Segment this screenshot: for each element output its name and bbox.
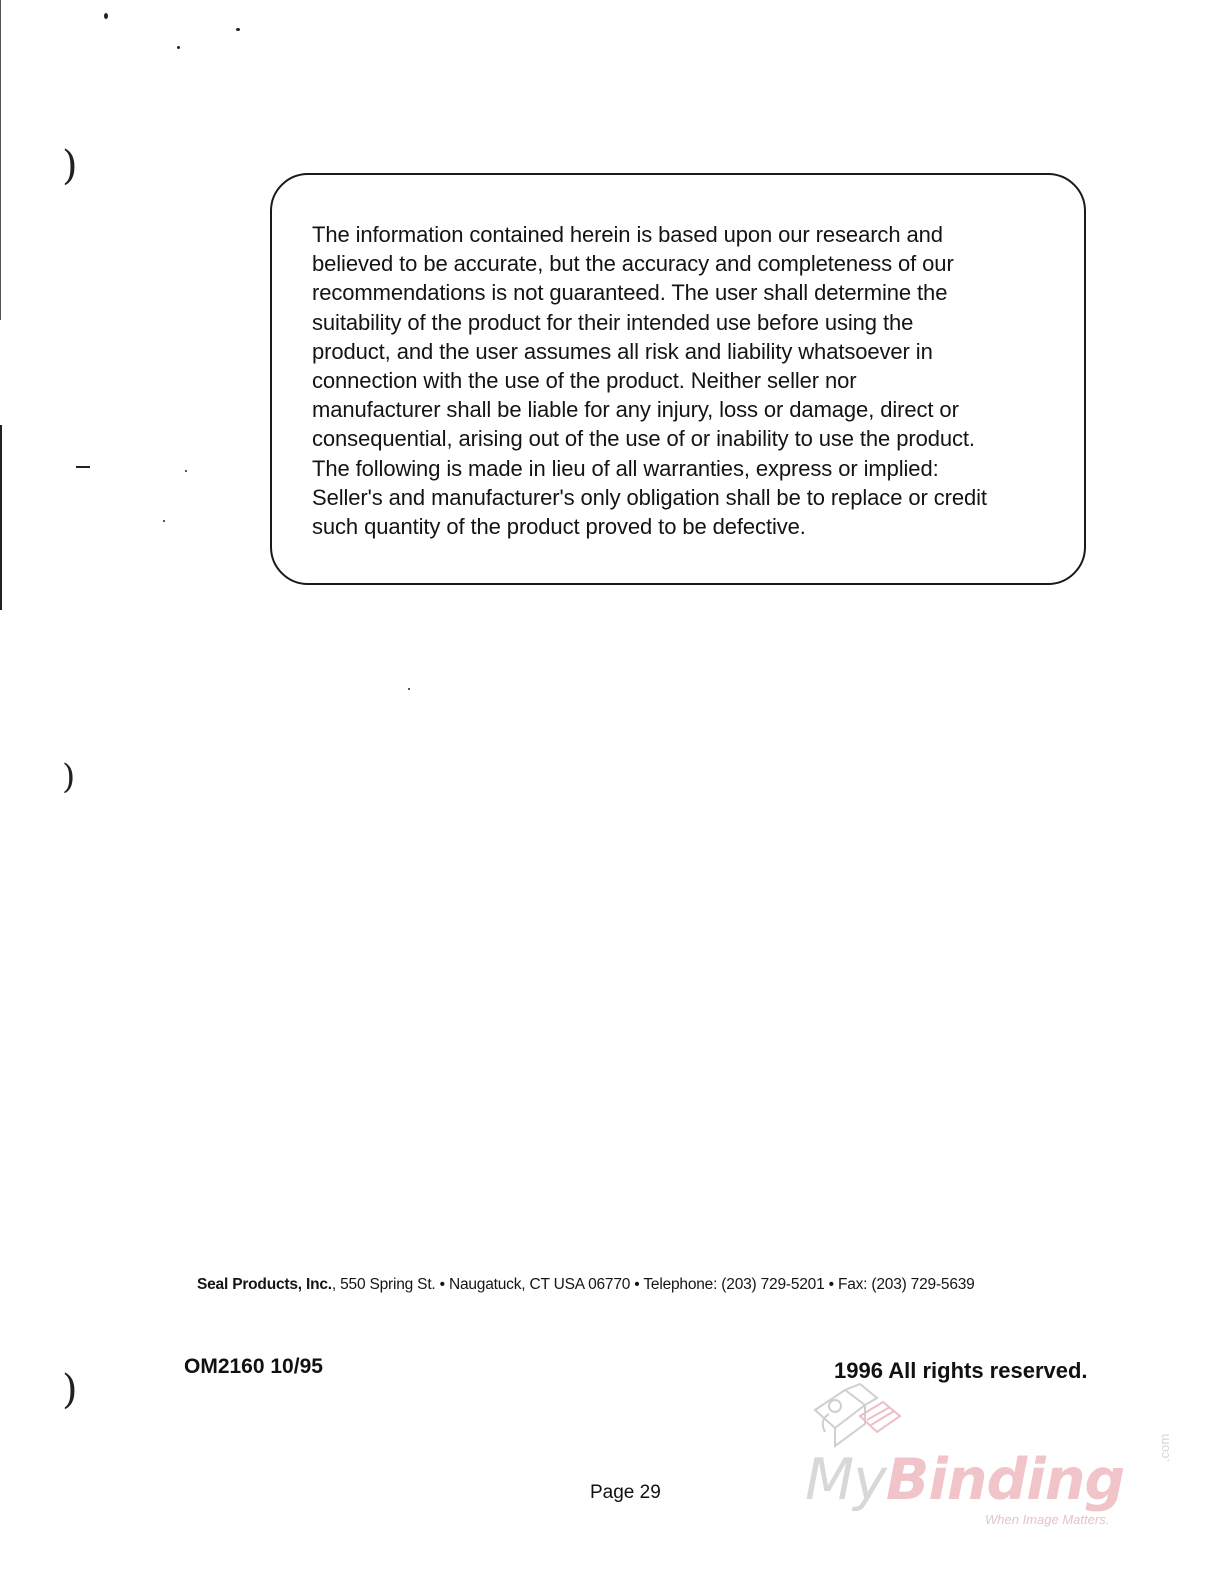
disclaimer-line: The information contained herein is based upon our research and — [312, 222, 943, 247]
binding-hole-mark-1: ) — [62, 143, 78, 189]
watermark-brand-binding: Binding — [885, 1447, 1125, 1513]
watermark-suffix: .com — [1157, 1433, 1172, 1462]
disclaimer-text — [312, 220, 1062, 541]
company-address — [197, 1276, 975, 1294]
watermark-brand — [805, 1447, 1124, 1513]
disclaimer-line: manufacturer shall be liable for any injury, loss or damage, direct or — [312, 397, 959, 423]
address-details: , 550 Spring St. • Naugatuck, CT USA 06770 • Telephone: (203) 729-5201 • Fax: (203) 729-5639 — [331, 1276, 975, 1293]
scan-speck — [177, 46, 180, 49]
disclaimer-line: believed to be accurate, but the accuracy and completeness of our — [312, 251, 954, 277]
scan-speck — [76, 466, 90, 468]
scan-speck — [408, 688, 410, 690]
scan-edge-lower — [0, 425, 2, 610]
disclaimer-line: recommendations is not guaranteed. The user shall determine the — [312, 280, 948, 306]
scan-edge-top — [0, 0, 1, 320]
mybinding-watermark — [805, 1380, 1185, 1530]
company-name: Seal Products, Inc. — [197, 1276, 332, 1293]
scan-speck — [104, 13, 108, 19]
watermark-brand-my: My — [805, 1447, 886, 1513]
disclaimer-line: suitability of the product for their intended use before using the — [312, 309, 914, 335]
scan-speck — [185, 470, 187, 472]
rights-notice: 1996 All rights reserved. — [834, 1358, 1088, 1383]
binding-logo-icon — [805, 1380, 915, 1450]
document-code: OM2160 10/95 — [184, 1355, 323, 1378]
disclaimer-line: connection with the use of the product. Neither seller nor — [312, 368, 857, 394]
scan-speck — [163, 520, 165, 522]
binding-hole-mark-2: ) — [62, 757, 76, 797]
disclaimer-line: consequential, arising out of the use of or inability to use the product. — [312, 426, 975, 452]
page-number: Page 29 — [590, 1482, 661, 1503]
binding-hole-mark-3: ) — [62, 1367, 78, 1413]
disclaimer-line: such quantity of the product proved to be defective. — [312, 514, 806, 540]
scan-speck — [236, 28, 240, 31]
disclaimer-line: product, and the user assumes all risk and liability whatsoever in — [312, 338, 933, 364]
watermark-tagline: When Image Matters. — [985, 1512, 1110, 1527]
disclaimer-line: The following is made in lieu of all warranties, express or implied: — [312, 455, 939, 481]
disclaimer-line: Seller's and manufacturer's only obligation shall be to replace or credit — [312, 484, 987, 510]
